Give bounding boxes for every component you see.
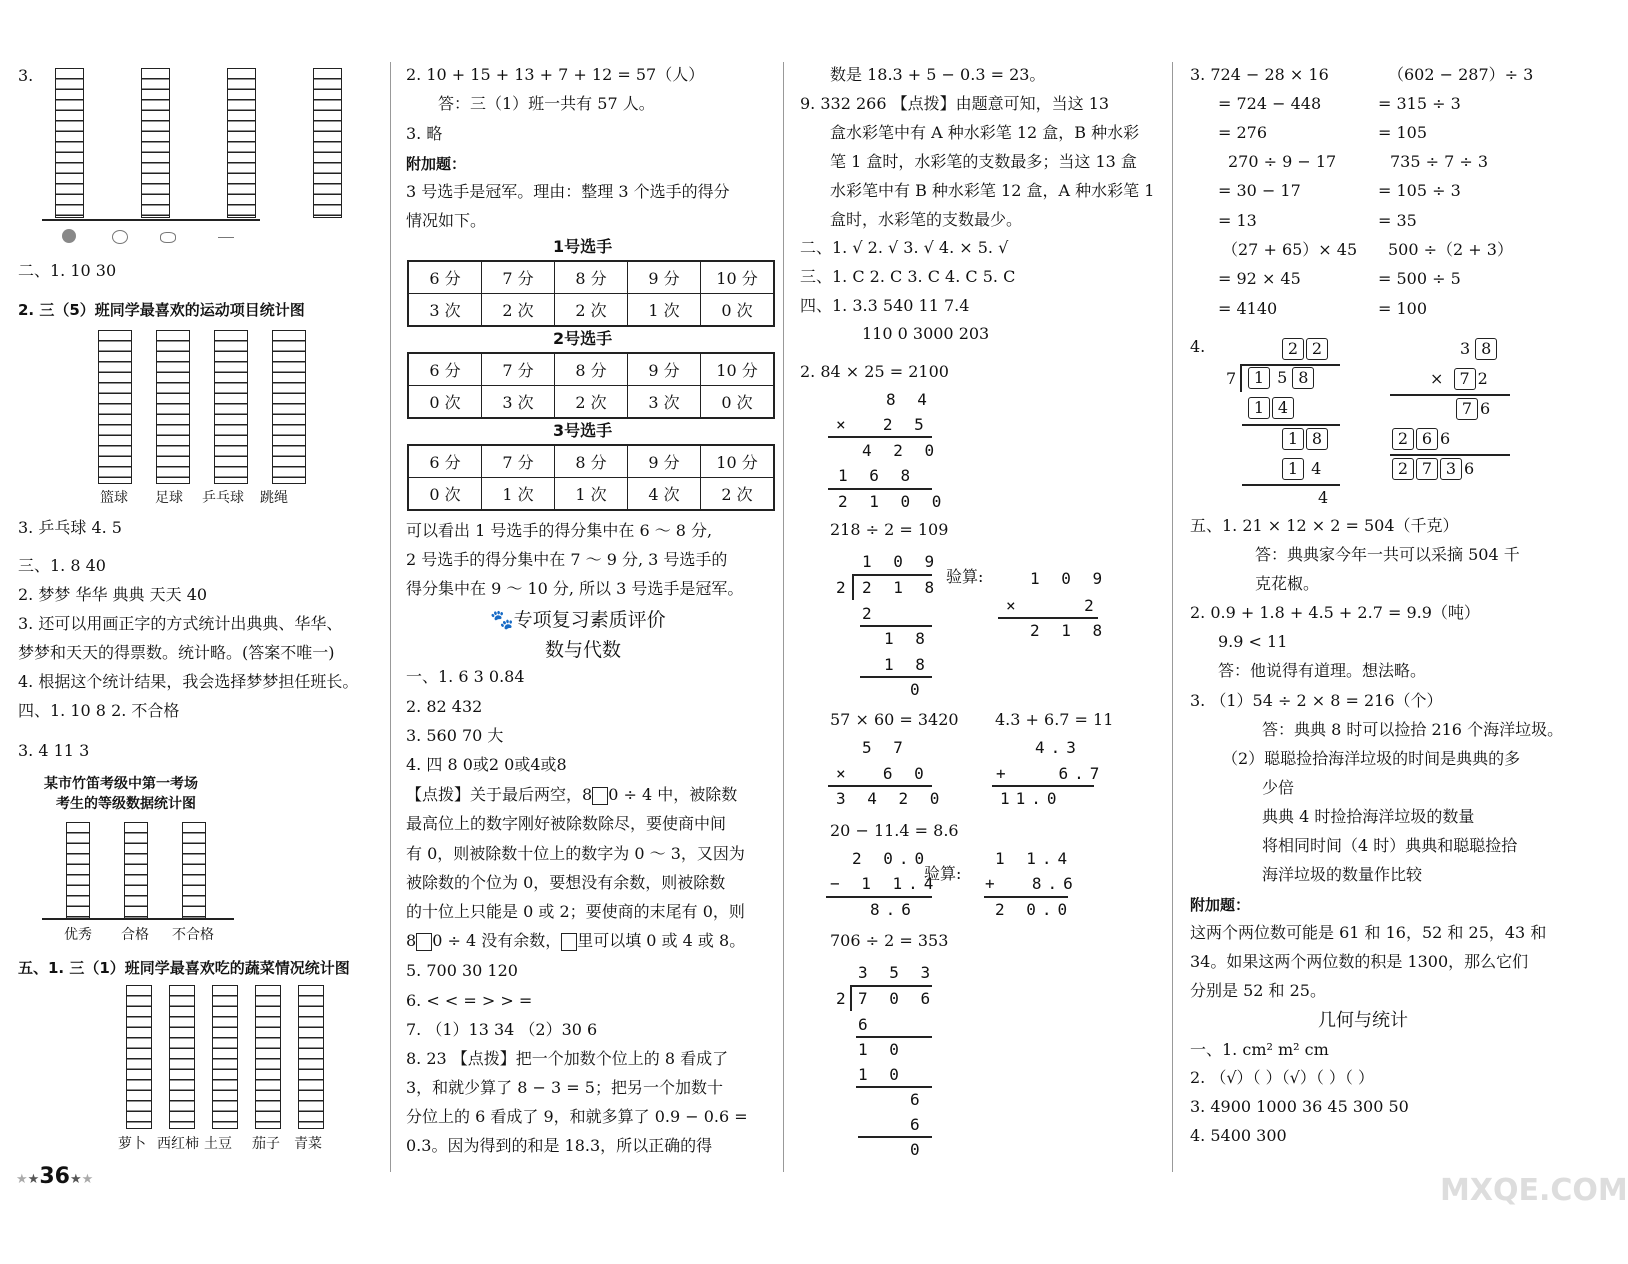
x-label: 优秀	[64, 927, 92, 943]
c4-text: 典典 4 时捡拾海洋垃圾的数量	[1262, 807, 1475, 826]
calc-digit: 1 6 8	[838, 466, 917, 485]
chart-bar	[182, 822, 206, 919]
c2-text: 被除数的个位为 0，要想没有余数，则被除数	[406, 873, 726, 892]
table-title: 3号选手	[553, 421, 613, 440]
ball-icon	[160, 232, 176, 243]
calc-digit: 7 6	[1456, 398, 1490, 420]
table-cell: 3 次	[482, 386, 555, 419]
text-span: 0 ÷ 4 没有余数，	[432, 931, 562, 950]
calc-digit: × 2 5	[836, 415, 930, 434]
c4-text: 735 ÷ 7 ÷ 3	[1390, 152, 1489, 171]
calc-digit: 1 1.4	[995, 849, 1074, 868]
calc-digit	[1282, 428, 1330, 450]
table-cell: 6 分	[408, 445, 482, 478]
c4-text: 克花椒。	[1255, 574, 1320, 593]
x-label: 足球	[155, 490, 183, 506]
blank-box-icon	[561, 933, 577, 951]
calc-digit: 2 1 8	[1030, 621, 1109, 640]
c4-text: （602 − 287）÷ 3	[1388, 65, 1534, 84]
c4-text: = 315 ÷ 3	[1378, 94, 1461, 113]
c4-text: 这两个两位数可能是 61 和 16，52 和 25，43 和	[1190, 923, 1547, 942]
c4-text: 2. （√）（ ）（√）（ ）（ ）	[1190, 1068, 1375, 1087]
digit-box: 8	[1475, 338, 1497, 360]
table-cell: 8 分	[555, 353, 628, 386]
bar-chart-2	[98, 330, 306, 484]
c4-text: 3. 724 − 28 × 16	[1190, 65, 1329, 84]
c4-text: 一、1. cm² m² cm	[1190, 1040, 1329, 1059]
calc-digit: − 1 1.4	[830, 874, 940, 893]
bar-chart-3	[66, 822, 206, 919]
text-span: 【点拨】关于最后两空，8	[406, 785, 593, 804]
c1-chart2-title: 2. 三（5）班同学最喜欢的运动项目统计图	[18, 301, 305, 319]
c2-heading: 附加题：	[406, 155, 467, 173]
page-number	[16, 1166, 93, 1191]
table-cell: 6 分	[408, 353, 482, 386]
table-cell: 0 次	[408, 386, 482, 419]
calc-line	[1242, 484, 1340, 486]
x-label: 篮球	[100, 490, 128, 506]
digit-box: 1	[1282, 458, 1304, 480]
table-cell: 2 次	[555, 386, 628, 419]
c4-text: = 4140	[1218, 299, 1278, 318]
chart3-title: 某市竹笛考级中第一考场	[44, 776, 198, 792]
calc-digit: 6	[858, 1015, 874, 1034]
c2-text: 3. 560 70 大	[406, 726, 504, 745]
calc-digit: 3 4 2 0	[836, 789, 946, 808]
calc-line	[828, 785, 932, 787]
calc-digit: 1 0	[858, 1065, 905, 1084]
table-cell: 8 分	[555, 445, 628, 478]
c3-text: 57 × 60 = 3420	[830, 710, 959, 729]
c3-text: 盒时，水彩笔的支数最少。	[830, 210, 1023, 229]
c4-text: 500 ÷（2 + 3）	[1388, 240, 1513, 259]
calc-digit: 7 0 6	[858, 989, 937, 1008]
c1-text: 四、1. 10 8 2. 不合格	[18, 701, 180, 720]
c1-text: 3. 乒乓球 4. 5	[18, 518, 122, 537]
calc-line	[856, 1036, 932, 1038]
chart-bar	[55, 68, 84, 218]
calc-digit: 1 0 9	[862, 552, 941, 571]
c4-text: = 92 × 45	[1218, 269, 1301, 288]
calc-line	[1242, 424, 1340, 426]
score-table-1	[407, 260, 775, 327]
c4-text: = 105 ÷ 3	[1378, 181, 1461, 200]
page-number-value: 36	[39, 1164, 70, 1189]
table-cell: 7 分	[482, 353, 555, 386]
star-icon: ★	[69, 1172, 82, 1187]
c4-text: = 30 − 17	[1218, 181, 1301, 200]
c2-text: 5. 700 30 120	[406, 961, 518, 980]
c3-text: 二、1. √ 2. √ 3. √ 4. × 5. √	[800, 238, 1009, 257]
c4-text: = 500 ÷ 5	[1378, 269, 1461, 288]
table-title: 1号选手	[553, 237, 613, 256]
digit-box: 8	[1306, 428, 1328, 450]
calc-digit: 2 1 0 0	[838, 492, 948, 511]
c4-text: （2）聪聪捡拾海洋垃圾的时间是典典的多	[1222, 749, 1521, 768]
chart-bar	[212, 985, 238, 1129]
c4-heading: 附加题：	[1190, 896, 1251, 914]
chart-bar	[141, 68, 170, 218]
c4-text: 海洋垃圾的数量作比较	[1262, 865, 1423, 884]
calc-digit: 8 4	[886, 390, 933, 409]
c3-text: 2. 84 × 25 = 2100	[800, 362, 949, 381]
calc-line	[1240, 364, 1340, 366]
c3-text: 水彩笔中有 B 种水彩笔 12 盒，A 种水彩笔 1	[830, 181, 1155, 200]
c4-text: = 276	[1218, 123, 1268, 142]
table-cell: 2 次	[701, 478, 775, 511]
chart-bar	[98, 330, 132, 484]
x-label: 西红柿	[157, 1136, 199, 1152]
digit-box: 3	[1440, 458, 1462, 480]
c4-text: 9.9 < 11	[1218, 632, 1288, 651]
calc-digit: 1 8	[884, 629, 931, 648]
table-cell: 2 次	[555, 294, 628, 327]
c2-text	[406, 784, 737, 806]
calc-digit	[1248, 397, 1296, 419]
calc-digit	[1282, 338, 1330, 360]
c3-text: 四、1. 3.3 540 11 7.4	[800, 296, 970, 315]
c2-text: 2. 82 432	[406, 697, 483, 716]
table-cell: 8 分	[555, 261, 628, 294]
chart-axis	[42, 918, 234, 920]
calc-digit: + 8.6	[985, 874, 1079, 893]
chart-bar	[227, 68, 256, 218]
x-label: 萝卜	[118, 1136, 146, 1152]
c2-text: 一、1. 6 3 0.84	[406, 667, 525, 686]
c2-text	[406, 930, 745, 952]
star-icon: ★	[81, 1172, 94, 1187]
calc-digit: 2 0.0	[995, 900, 1074, 919]
c4-text: 34。如果这两个两位数的积是 1300，那么它们	[1190, 952, 1529, 971]
bar-chart-1	[55, 68, 342, 218]
table-cell: 10 分	[701, 353, 775, 386]
table-cell: 0 次	[701, 294, 775, 327]
table-cell: 2 次	[482, 294, 555, 327]
c4-text: 270 ÷ 9 − 17	[1228, 152, 1337, 171]
c3-text: 三、1. C 2. C 3. C 4. C 5. C	[800, 267, 1016, 286]
bar-chart-4	[126, 985, 324, 1129]
c2-text: 8. 23 【点拨】把一个加数个位上的 8 看成了	[406, 1049, 729, 1068]
calc-line	[850, 985, 932, 987]
digit-box: 1	[1282, 428, 1304, 450]
text-span: 8	[406, 931, 417, 950]
c3-text: 4.3 + 6.7 = 11	[995, 710, 1114, 729]
table-cell: 1 次	[555, 478, 628, 511]
calc-line	[1240, 364, 1242, 392]
c2-text: 3，和就少算了 8 − 3 = 5；把另一个加数十	[406, 1078, 723, 1097]
table-cell: 3 次	[408, 294, 482, 327]
calc-digit: 2 6 6	[1392, 428, 1450, 450]
calc-digit: 2 0.0	[852, 849, 931, 868]
calc-line	[860, 676, 932, 678]
x-label: 跳绳	[260, 490, 288, 506]
table-title: 2号选手	[553, 329, 613, 348]
c2-text: 答：三（1）班一共有 57 人。	[438, 94, 655, 113]
c1-legend: 二、1. 10 30	[18, 261, 117, 280]
c2-text: 有 0，则被除数十位上的数字为 0 ～ 3，又因为	[406, 844, 745, 863]
digit-box: 2	[1282, 338, 1304, 360]
blank-box-icon	[592, 787, 608, 805]
ball-icon	[62, 229, 76, 243]
calc-line	[984, 896, 1068, 898]
x-label: 不合格	[172, 927, 214, 943]
chart-bar	[156, 330, 190, 484]
c3-text: 数是 18.3 + 5 − 0.3 = 23。	[830, 65, 1046, 84]
c2-text: 可以看出 1 号选手的得分集中在 6 ～ 8 分,	[406, 521, 713, 540]
calc-digit: 4 2 0	[862, 441, 941, 460]
calc-line	[826, 896, 932, 898]
chart-bar	[313, 68, 342, 218]
table-cell: 1 次	[628, 294, 701, 327]
calc-line	[828, 436, 932, 438]
calc-line	[852, 574, 854, 600]
c3-text: 盒水彩笔中有 A 种水彩笔 12 盒，B 种水彩	[830, 123, 1140, 142]
check-label: 验算:	[946, 567, 984, 586]
chart-bar	[169, 985, 195, 1129]
calc-digit: 1 0	[858, 1040, 905, 1059]
digit-box: 7	[1454, 368, 1476, 390]
calc-digit: 2 1 8	[862, 578, 941, 597]
calc-line	[998, 617, 1098, 619]
c2-text: 情况如下。	[406, 211, 487, 230]
x-label: 土豆	[204, 1136, 232, 1152]
table-cell: 7 分	[482, 445, 555, 478]
calc-digit: × 7 2	[1430, 369, 1488, 388]
rope-icon	[218, 232, 234, 238]
c3-text: 9. 332 266 【点拨】由题意可知，当这 13	[800, 94, 1110, 113]
digit-box: 2	[1306, 338, 1328, 360]
calc-digit: 0	[910, 1140, 926, 1159]
star-icon: ★	[27, 1172, 40, 1187]
c3-text: 20 − 11.4 = 8.6	[830, 821, 959, 840]
c2-text: 最高位上的数字刚好被除数除尽，要使商中间	[406, 814, 727, 833]
paw-icon: 🐾	[490, 609, 514, 631]
calc-line	[1390, 394, 1510, 396]
section-title-text: 专项复习素质评价	[513, 609, 666, 631]
chart3-title: 考生的等级数据统计图	[56, 796, 196, 812]
section-title	[490, 609, 666, 631]
c3-text: 笔 1 盒时，水彩笔的支数最多；当这 13 盒	[830, 152, 1137, 171]
table-cell: 9 分	[628, 353, 701, 386]
c2-text: 0.3。因为得到的和是 18.3，所以正确的得	[406, 1136, 713, 1155]
c2-text: 的十位上只能是 0 或 2；要使商的末尾有 0，则	[406, 902, 745, 921]
c4-text: （27 + 65）× 45	[1222, 240, 1358, 259]
c4-text: 4. 5400 300	[1190, 1126, 1287, 1145]
calc-digit: 6	[910, 1115, 926, 1134]
c2-text: 4. 四 8 0或2 0或4或8	[406, 755, 567, 774]
section-subtitle: 几何与统计	[1318, 1010, 1408, 1031]
calc-digit: 8.6	[870, 900, 917, 919]
chart4-title: 五、1. 三（1）班同学最喜欢吃的蔬菜情况统计图	[18, 959, 350, 977]
calc-digit: + 6.7	[996, 764, 1106, 783]
table-cell: 4 次	[628, 478, 701, 511]
table-cell: 10 分	[701, 261, 775, 294]
c1-text: 3. 还可以用画正字的方式统计出典典、华华、	[18, 614, 343, 633]
table-cell: 9 分	[628, 445, 701, 478]
c1-text: 2. 梦梦 华华 典典 天天 40	[18, 585, 208, 604]
table-cell: 0 次	[701, 386, 775, 419]
calc-line	[856, 1086, 932, 1088]
score-table-3	[407, 444, 775, 511]
c3-text: 218 ÷ 2 = 109	[830, 520, 949, 539]
table-cell: 6 分	[408, 261, 482, 294]
c2-text: 分位上的 6 看成了 9，和就多算了 0.9 − 0.6 =	[406, 1107, 748, 1126]
calc-digit: 6	[910, 1090, 926, 1109]
calc-digit: 1 5 8	[1248, 367, 1316, 389]
star-icon: ★	[16, 1172, 28, 1187]
digit-box: 1	[1248, 367, 1270, 389]
text-span: 里可以填 0 或 4 或 8。	[577, 931, 746, 950]
chart-bar	[272, 330, 306, 484]
digit-box: 7	[1456, 398, 1478, 420]
x-label: 青菜	[294, 1136, 322, 1152]
c3-text: 706 ÷ 2 = 353	[830, 931, 949, 950]
c2-text: 7. （1）13 34 （2）30 6	[406, 1020, 598, 1039]
calc-line	[1390, 454, 1510, 456]
chart-axis	[42, 219, 260, 221]
calc-line	[852, 574, 932, 576]
section-subtitle: 数与代数	[545, 639, 622, 661]
table-cell: 1 次	[482, 478, 555, 511]
chart-bar	[126, 985, 152, 1129]
c2-text: 3 号选手是冠军。理由：整理 3 个选手的得分	[406, 182, 730, 201]
digit-box: 6	[1416, 428, 1438, 450]
calc-line	[858, 1136, 932, 1138]
c1-text: 梦梦和天天的得票数。统计略。(答案不唯一)	[18, 643, 335, 662]
table-cell: 0 次	[408, 478, 482, 511]
digit-box: 2	[1392, 458, 1414, 480]
calc-line	[860, 625, 932, 627]
x-label: 合格	[121, 927, 149, 943]
chart-bar	[298, 985, 324, 1129]
column-divider	[1172, 62, 1173, 1172]
c4-text: 少倍	[1262, 778, 1295, 797]
calc-digit: 4	[1318, 488, 1329, 507]
calc-digit: 3 5 3	[858, 963, 937, 982]
c4-text: 分别是 52 和 25。	[1190, 981, 1326, 1000]
c4-text: 答：典典家今年一共可以采摘 504 千	[1255, 545, 1520, 564]
digit-box: 4	[1272, 397, 1294, 419]
c4-text: = 724 − 448	[1218, 94, 1322, 113]
c4-text: = 100	[1378, 299, 1428, 318]
digit-box: 8	[1292, 367, 1314, 389]
watermark-logo: MXQE.COM	[1440, 1173, 1628, 1208]
c4-text: 将相同时间（4 时）典典和聪聪捡拾	[1262, 836, 1518, 855]
calc-digit: 1 4	[1282, 458, 1321, 480]
calc-line	[992, 785, 1094, 787]
calc-digit: 5 7	[862, 738, 909, 757]
c4-text: = 35	[1378, 211, 1417, 230]
column-divider	[390, 62, 391, 1172]
calc-digit: 11.0	[1000, 789, 1063, 808]
c4-text: = 13	[1218, 211, 1257, 230]
c3-text: 110 0 3000 203	[862, 324, 990, 343]
c4-text: 2. 0.9 + 1.8 + 4.5 + 2.7 = 9.9（吨）	[1190, 603, 1480, 622]
c4-text: 五、1. 21 × 12 × 2 = 504（千克）	[1190, 516, 1459, 535]
digit-box: 7	[1416, 458, 1438, 480]
c4-text: 3. 4900 1000 36 45 300 50	[1190, 1097, 1409, 1116]
calc-digit: 4.3	[1035, 738, 1082, 757]
calc-digit: 2	[836, 989, 852, 1008]
calc-digit: 1 0 9	[1030, 569, 1109, 588]
chart-bar	[214, 330, 248, 484]
c1-q3: 3.	[18, 66, 34, 85]
calc-digit: 7	[1226, 369, 1237, 388]
check-label: 验算:	[924, 864, 962, 883]
x-label: 乒乓球	[202, 490, 244, 506]
c4-text: 3. （1）54 ÷ 2 × 8 = 216（个）	[1190, 691, 1443, 710]
c4-text: 答：典典 8 时可以捡拾 216 个海洋垃圾。	[1262, 720, 1564, 739]
table-cell: 7 分	[482, 261, 555, 294]
calc-digit: 2 7 3 6	[1392, 458, 1474, 480]
chart-bar	[66, 822, 90, 919]
calc-digit: 2	[862, 604, 878, 623]
calc-line	[828, 488, 932, 490]
c1-text: 三、1. 8 40	[18, 556, 106, 575]
c4-text: = 105	[1378, 123, 1428, 142]
c2-text: 2. 10 + 15 + 13 + 7 + 12 = 57（人）	[406, 65, 705, 84]
chart-bar	[124, 822, 148, 919]
calc-digit: 0	[910, 680, 926, 699]
c2-text: 得分集中在 9 ～ 10 分, 所以 3 号选手是冠军。	[406, 579, 744, 598]
c2-text: 6. < < = > > =	[406, 991, 533, 1010]
calc-digit: 3 8	[1460, 338, 1499, 360]
column-divider	[783, 62, 784, 1172]
digit-box: 2	[1392, 428, 1414, 450]
calc-digit: 2	[836, 578, 852, 597]
table-cell: 3 次	[628, 386, 701, 419]
table-cell: 10 分	[701, 445, 775, 478]
calc-digit: × 6 0	[836, 764, 930, 783]
digit-box: 1	[1248, 397, 1270, 419]
calc-digit: 1 8	[884, 655, 931, 674]
c1-text: 3. 4 11 3	[18, 741, 90, 760]
c2-text: 2 号选手的得分集中在 7 ～ 9 分, 3 号选手的	[406, 550, 728, 569]
c4-text: 4.	[1190, 337, 1206, 356]
c2-text: 3. 略	[406, 124, 443, 143]
score-table-2	[407, 352, 775, 419]
c4-text: 答：他说得有道理。想法略。	[1218, 661, 1427, 680]
text-span: 0 ÷ 4 中，被除数	[608, 785, 738, 804]
blank-box-icon	[416, 933, 432, 951]
calc-digit: × 2	[1006, 596, 1100, 615]
ball-icon	[112, 230, 128, 244]
x-label: 茄子	[252, 1136, 280, 1152]
c1-text: 4. 根据这个统计结果，我会选择梦梦担任班长。	[18, 672, 359, 691]
chart-bar	[255, 985, 281, 1129]
table-cell: 9 分	[628, 261, 701, 294]
